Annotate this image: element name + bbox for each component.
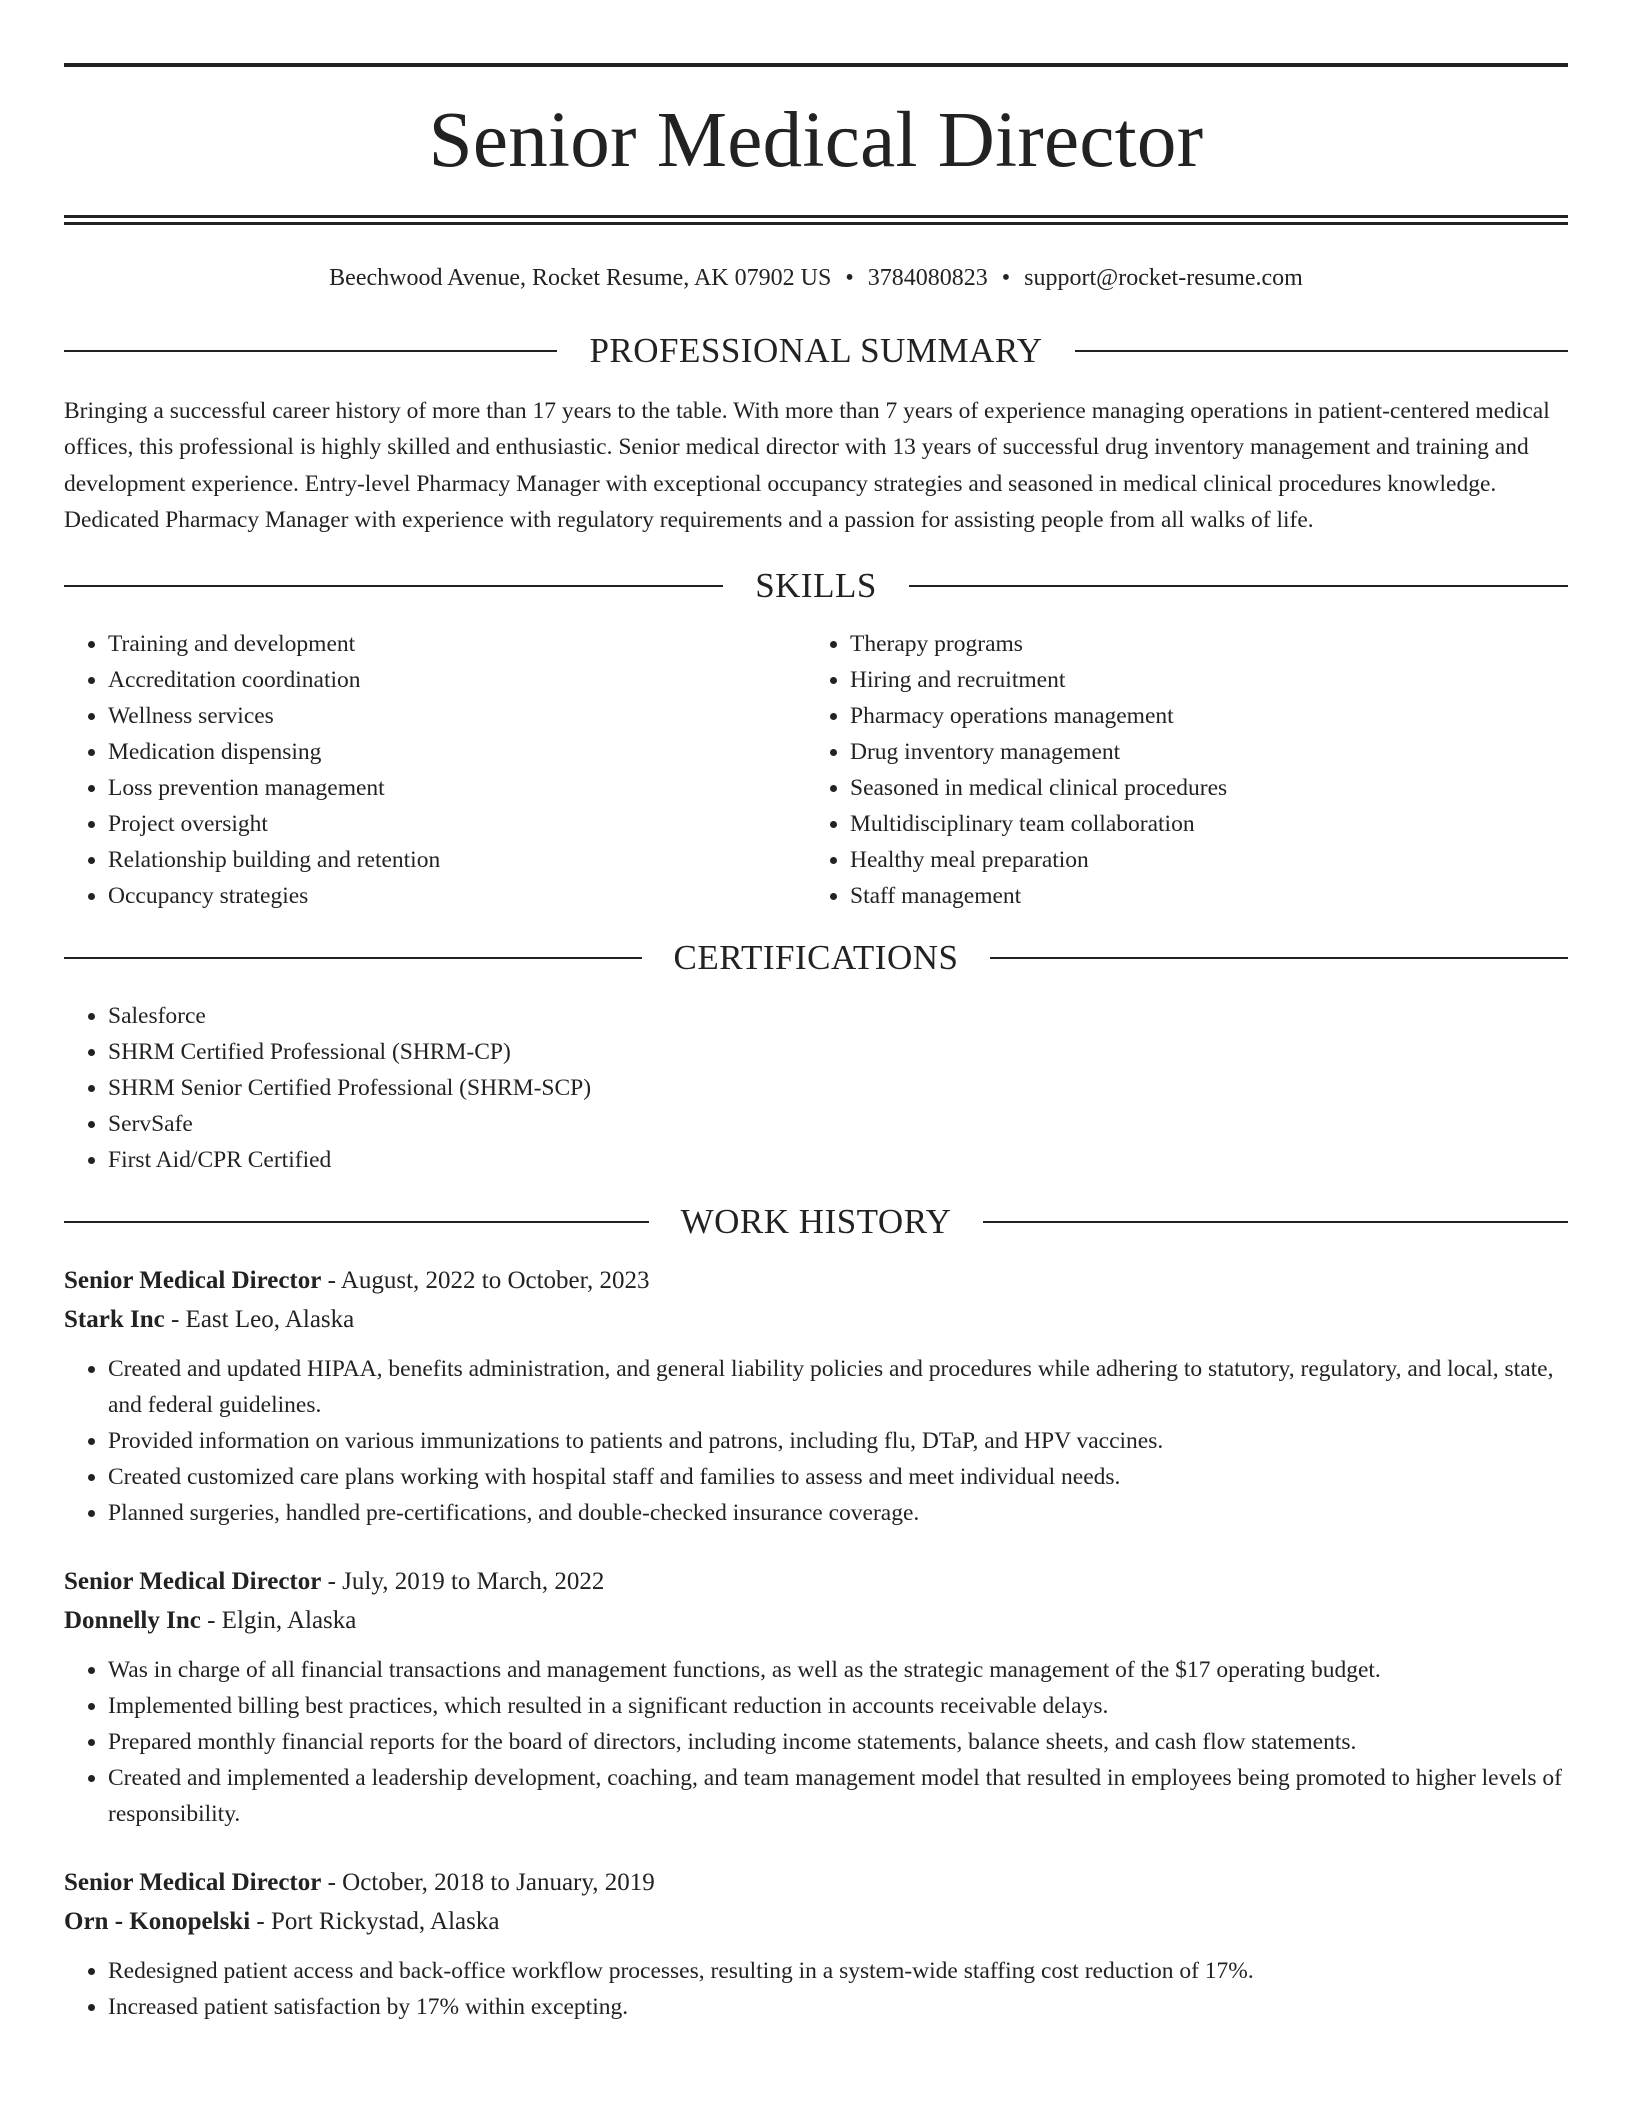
section-rule [64,1221,649,1223]
section-rule [64,957,642,959]
resume-title: Senior Medical Director [428,97,1204,184]
job-duty-item: • Prepared monthly financial reports for the board of directors, including income statements, balance sheets, and cash flow statements. [108,1724,1568,1760]
job-location: - East Leo, Alaska [164,1306,355,1334]
skills-list [806,626,1548,914]
job-title-line [64,1565,1568,1599]
certification-item: • First Aid/CPR Certified [108,1142,1568,1178]
skills-column-right [806,626,1548,914]
skill-item: • Wellness services [108,698,806,734]
job-company: Donnelly Inc [64,1607,201,1635]
job-location: - Elgin, Alaska [200,1607,357,1635]
job-duty-item: • Provided information on various immunizations to patients and patrons, including flu, DTaP, and HPV vaccines. [108,1423,1568,1459]
skill-item: • Staff management [850,878,1548,914]
section-rule [983,1221,1568,1223]
section-rule [64,585,723,587]
skill-item: • Hiring and recruitment [850,662,1548,698]
section-title: WORK HISTORY [680,1202,952,1242]
contact-email: support@rocket-resume.com [1024,265,1303,291]
skill-item: • Accreditation coordination [108,662,806,698]
work-history-list [64,1264,1568,2025]
contact-line [64,263,1568,293]
contact-separator: • [1001,265,1011,291]
job-title-line [64,1866,1568,1900]
job-company-line [64,1303,1568,1337]
job-duty-item: • Implemented billing best practices, which resulted in a significant reduction in accounts receivable delays. [108,1688,1568,1724]
section-header-work-history [64,1202,1568,1242]
top-rule [64,63,1568,67]
skill-item: • Training and development [108,626,806,662]
skill-item: • Healthy meal preparation [850,842,1548,878]
job-duty-item: • Was in charge of all financial transactions and management functions, as well as the strategic management of the $17 operating budget. [108,1652,1568,1688]
job-dates: - July, 2019 to March, 2022 [321,1568,605,1596]
section-rule [909,585,1568,587]
contact-address: Beechwood Avenue, Rocket Resume, AK 07902 US [329,265,832,291]
certifications-list [64,998,1568,1178]
job-company: Stark Inc [64,1306,165,1334]
skill-item: • Seasoned in medical clinical procedures [850,770,1548,806]
job-company-line [64,1905,1568,1939]
section-rule [64,350,557,352]
job-duties-list [64,1351,1568,1531]
certification-item: • ServSafe [108,1106,1568,1142]
job-title: Senior Medical Director [64,1267,322,1295]
section-header-skills [64,566,1568,606]
skill-item: • Medication dispensing [108,734,806,770]
certification-item: • SHRM Senior Certified Professional (SHRM-SCP) [108,1070,1568,1106]
job-duty-item: • Created customized care plans working with hospital staff and families to assess and meet individual needs. [108,1459,1568,1495]
skill-item: • Relationship building and retention [108,842,806,878]
job-duty-item: • Increased patient satisfaction by 17% within excepting. [108,1989,1568,2025]
job-duty-item: • Planned surgeries, handled pre-certifications, and double-checked insurance coverage. [108,1495,1568,1531]
skills-column-left [64,626,806,914]
section-rule [990,957,1568,959]
section-rule [1075,350,1568,352]
job-dates: - October, 2018 to January, 2019 [321,1869,655,1897]
section-title: SKILLS [755,566,877,606]
job-title-line [64,1264,1568,1298]
job-title: Senior Medical Director [64,1869,322,1897]
skill-item: • Therapy programs [850,626,1548,662]
skills-grid [64,626,1568,914]
job-entry [64,1264,1568,1531]
job-title: Senior Medical Director [64,1568,322,1596]
certification-item: • SHRM Certified Professional (SHRM-CP) [108,1034,1568,1070]
title-double-rule [64,215,1568,225]
certifications-block [64,998,1568,1178]
resume-page [64,0,1568,2025]
skill-item: • Drug inventory management [850,734,1548,770]
professional-summary-text: Bringing a successful career history of more than 17 years to the table. With more than 7 years of experience managing operations in patient-centered medical offices, this professional is highly skilled and enthusiastic. Senior medical director with 13 years of successful drug inventory management and training and development experience. Entry-level Pharmacy Manager with exceptional occupancy strategies and seasoned in medical clinical procedures knowledge. Dedicated Pharmacy Manager with experience with regulatory requirements and a passion for assisting people from all walks of life. [64,398,1550,533]
skill-item: • Loss prevention management [108,770,806,806]
skill-item: • Project oversight [108,806,806,842]
skill-item: • Occupancy strategies [108,878,806,914]
skill-item: • Pharmacy operations management [850,698,1548,734]
section-header-summary [64,331,1568,371]
job-duties-list [64,1953,1568,2025]
job-duties-list [64,1652,1568,1832]
job-company-line [64,1604,1568,1638]
skill-item: • Multidisciplinary team collaboration [850,806,1548,842]
job-duty-item: • Created and implemented a leadership development, coaching, and team management model that resulted in employees being promoted to higher levels of responsibility. [108,1760,1568,1832]
job-duty-item: • Redesigned patient access and back-office workflow processes, resulting in a system-wide staffing cost reduction of 17%. [108,1953,1568,1989]
certification-item: • Salesforce [108,998,1568,1034]
contact-phone: 3784080823 [867,265,988,291]
job-company: Orn - Konopelski [64,1908,251,1936]
job-location: - Port Rickystad, Alaska [250,1908,500,1936]
job-duty-item: • Created and updated HIPAA, benefits administration, and general liability policies and procedures while adhering to statutory, regulatory, and local, state, and federal guidelines. [108,1351,1568,1423]
section-header-certifications [64,938,1568,978]
job-entry [64,1866,1568,2025]
skills-list [64,626,806,914]
job-dates: - August, 2022 to October, 2023 [321,1267,650,1295]
section-title: CERTIFICATIONS [673,938,959,978]
section-title: PROFESSIONAL SUMMARY [589,331,1043,370]
job-entry [64,1565,1568,1832]
contact-separator: • [845,265,854,291]
